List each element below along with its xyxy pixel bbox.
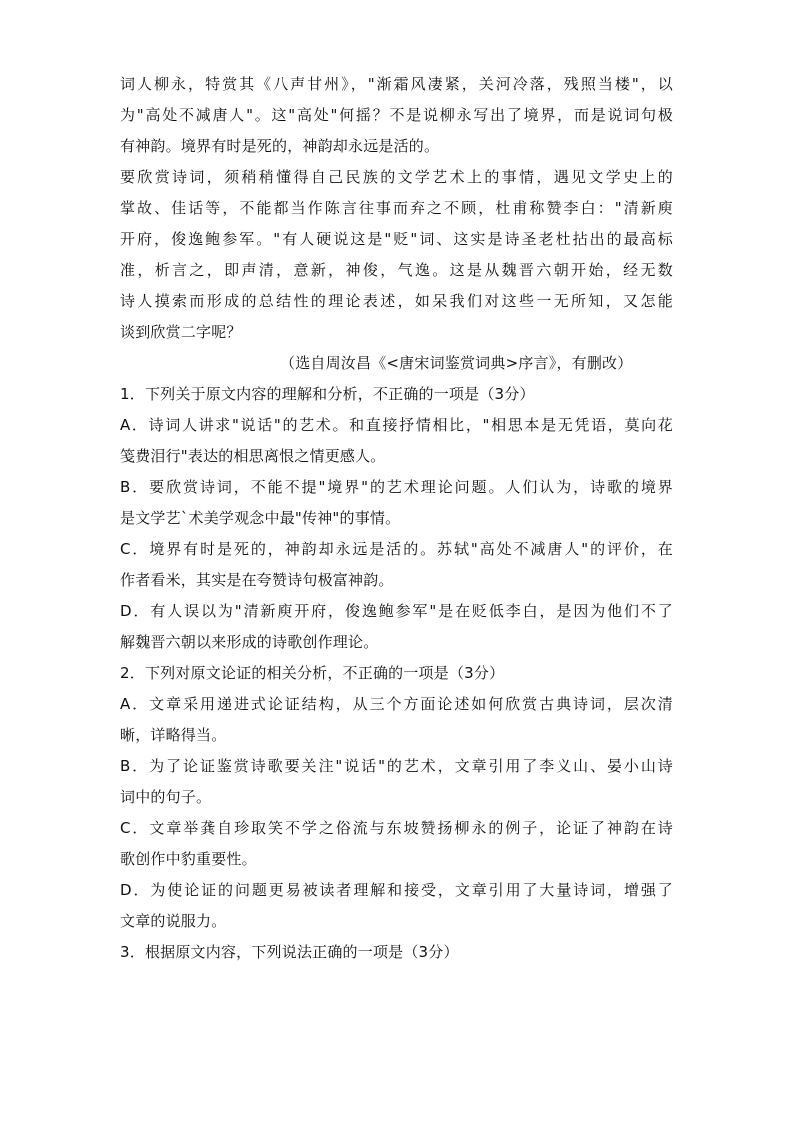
question-1-option-a-line-1: A．诗词人讲求"说话"的艺术。和直接抒情相比，"相思本是无凭语，莫向花 — [120, 416, 673, 434]
passage-line-9: 谈到欣赏二字呢？ — [120, 323, 242, 341]
source-citation: （选自周汝昌《<唐宋词鉴赏词典>序言》，有删改） — [280, 354, 633, 372]
question-1-option-d-line-2: 解魏晋六朝以来形成的诗歌创作理论。 — [120, 633, 379, 651]
question-2-option-a-line-1: A．文章采用递进式论证结构，从三个方面论述如何欣赏古典诗词，层次清 — [120, 695, 673, 713]
question-3-stem: 3．根据原文内容，下列说法正确的一项是（3分） — [120, 943, 459, 961]
question-2-option-d-line-2: 文章的说服力。 — [120, 912, 227, 930]
passage-line-1: 词人柳永，特赏其《八声甘州》，"渐霜风凄紧，关河冷落，残照当楼"，以 — [120, 75, 673, 93]
document-page — [120, 69, 673, 968]
question-2-option-d-line-1: D．为使论证的问题更易被读者理解和接受，文章引用了大量诗词，增强了 — [120, 881, 673, 899]
question-2-option-c-line-2: 歌创作中豹重要性。 — [120, 850, 257, 868]
passage-line-7: 准，析言之，即声清，意新，神俊，气逸。这是从魏晋六朝开始，经无数 — [120, 261, 673, 279]
passage-line-4: 要欣赏诗词，须稍稍懂得自己民族的文学艺术上的事情，遇见文学史上的 — [120, 168, 673, 186]
passage-line-2: 为"高处不减唐人"。这"高处"何摇？不是说柳永写出了境界，而是说词句极 — [120, 106, 673, 124]
question-1-option-b-line-2: 是文学艺`术美学观念中最"传神"的事情。 — [120, 509, 401, 527]
question-1-option-c-line-1: C．境界有时是死的，神韵却永远是活的。苏轼"高处不减唐人"的评价，在 — [120, 540, 673, 558]
question-2-option-b-line-1: B．为了论证鉴赏诗歌要关注"说话"的艺术，文章引用了李义山、晏小山诗 — [120, 757, 673, 775]
passage-line-6: 开府，俊逸鲍参军。"有人硬说这是"贬"词、这实是诗圣老杜拈出的最高标 — [120, 230, 673, 248]
question-2-option-b-line-2: 词中的句子。 — [120, 788, 212, 806]
question-1-option-d-line-1: D．有人误以为"清新庾开府，俊逸鲍参军"是在贬低李白，是因为他们不了 — [120, 602, 673, 620]
question-1-option-c-line-2: 作者看米，其实是在夸赞诗句极富神韵。 — [120, 571, 394, 589]
passage-line-3: 有神韵。境界有时是死的，神韵却永远是活的。 — [120, 137, 440, 155]
question-2-option-a-line-2: 晰，详略得当。 — [120, 726, 227, 744]
question-1-stem: 1．下列关于原文内容的理解和分析，不正确的一项是（3分） — [120, 385, 535, 403]
passage-line-5: 掌故、佳话等，不能都当作陈言往事而弃之不顾，杜甫称赞李白："清新庾 — [120, 199, 673, 217]
question-2-option-c-line-1: C．文章举龚自珍取笑不学之俗流与东坡赞扬柳永的例子，论证了神韵在诗 — [120, 819, 673, 837]
passage-line-8: 诗人摸索而形成的总结性的理论表述，如呆我们对这些一无所知，又怎能 — [120, 292, 673, 310]
question-1-option-a-line-2: 笺费泪行"表达的相思离恨之情更感人。 — [120, 447, 386, 465]
question-2-stem: 2．下列对原文论证的相关分析，不正确的一项是（3分） — [120, 664, 505, 682]
question-1-option-b-line-1: B．要欣赏诗词，不能不提"境界"的艺术理论问题。人们认为，诗歌的境界 — [120, 478, 673, 496]
